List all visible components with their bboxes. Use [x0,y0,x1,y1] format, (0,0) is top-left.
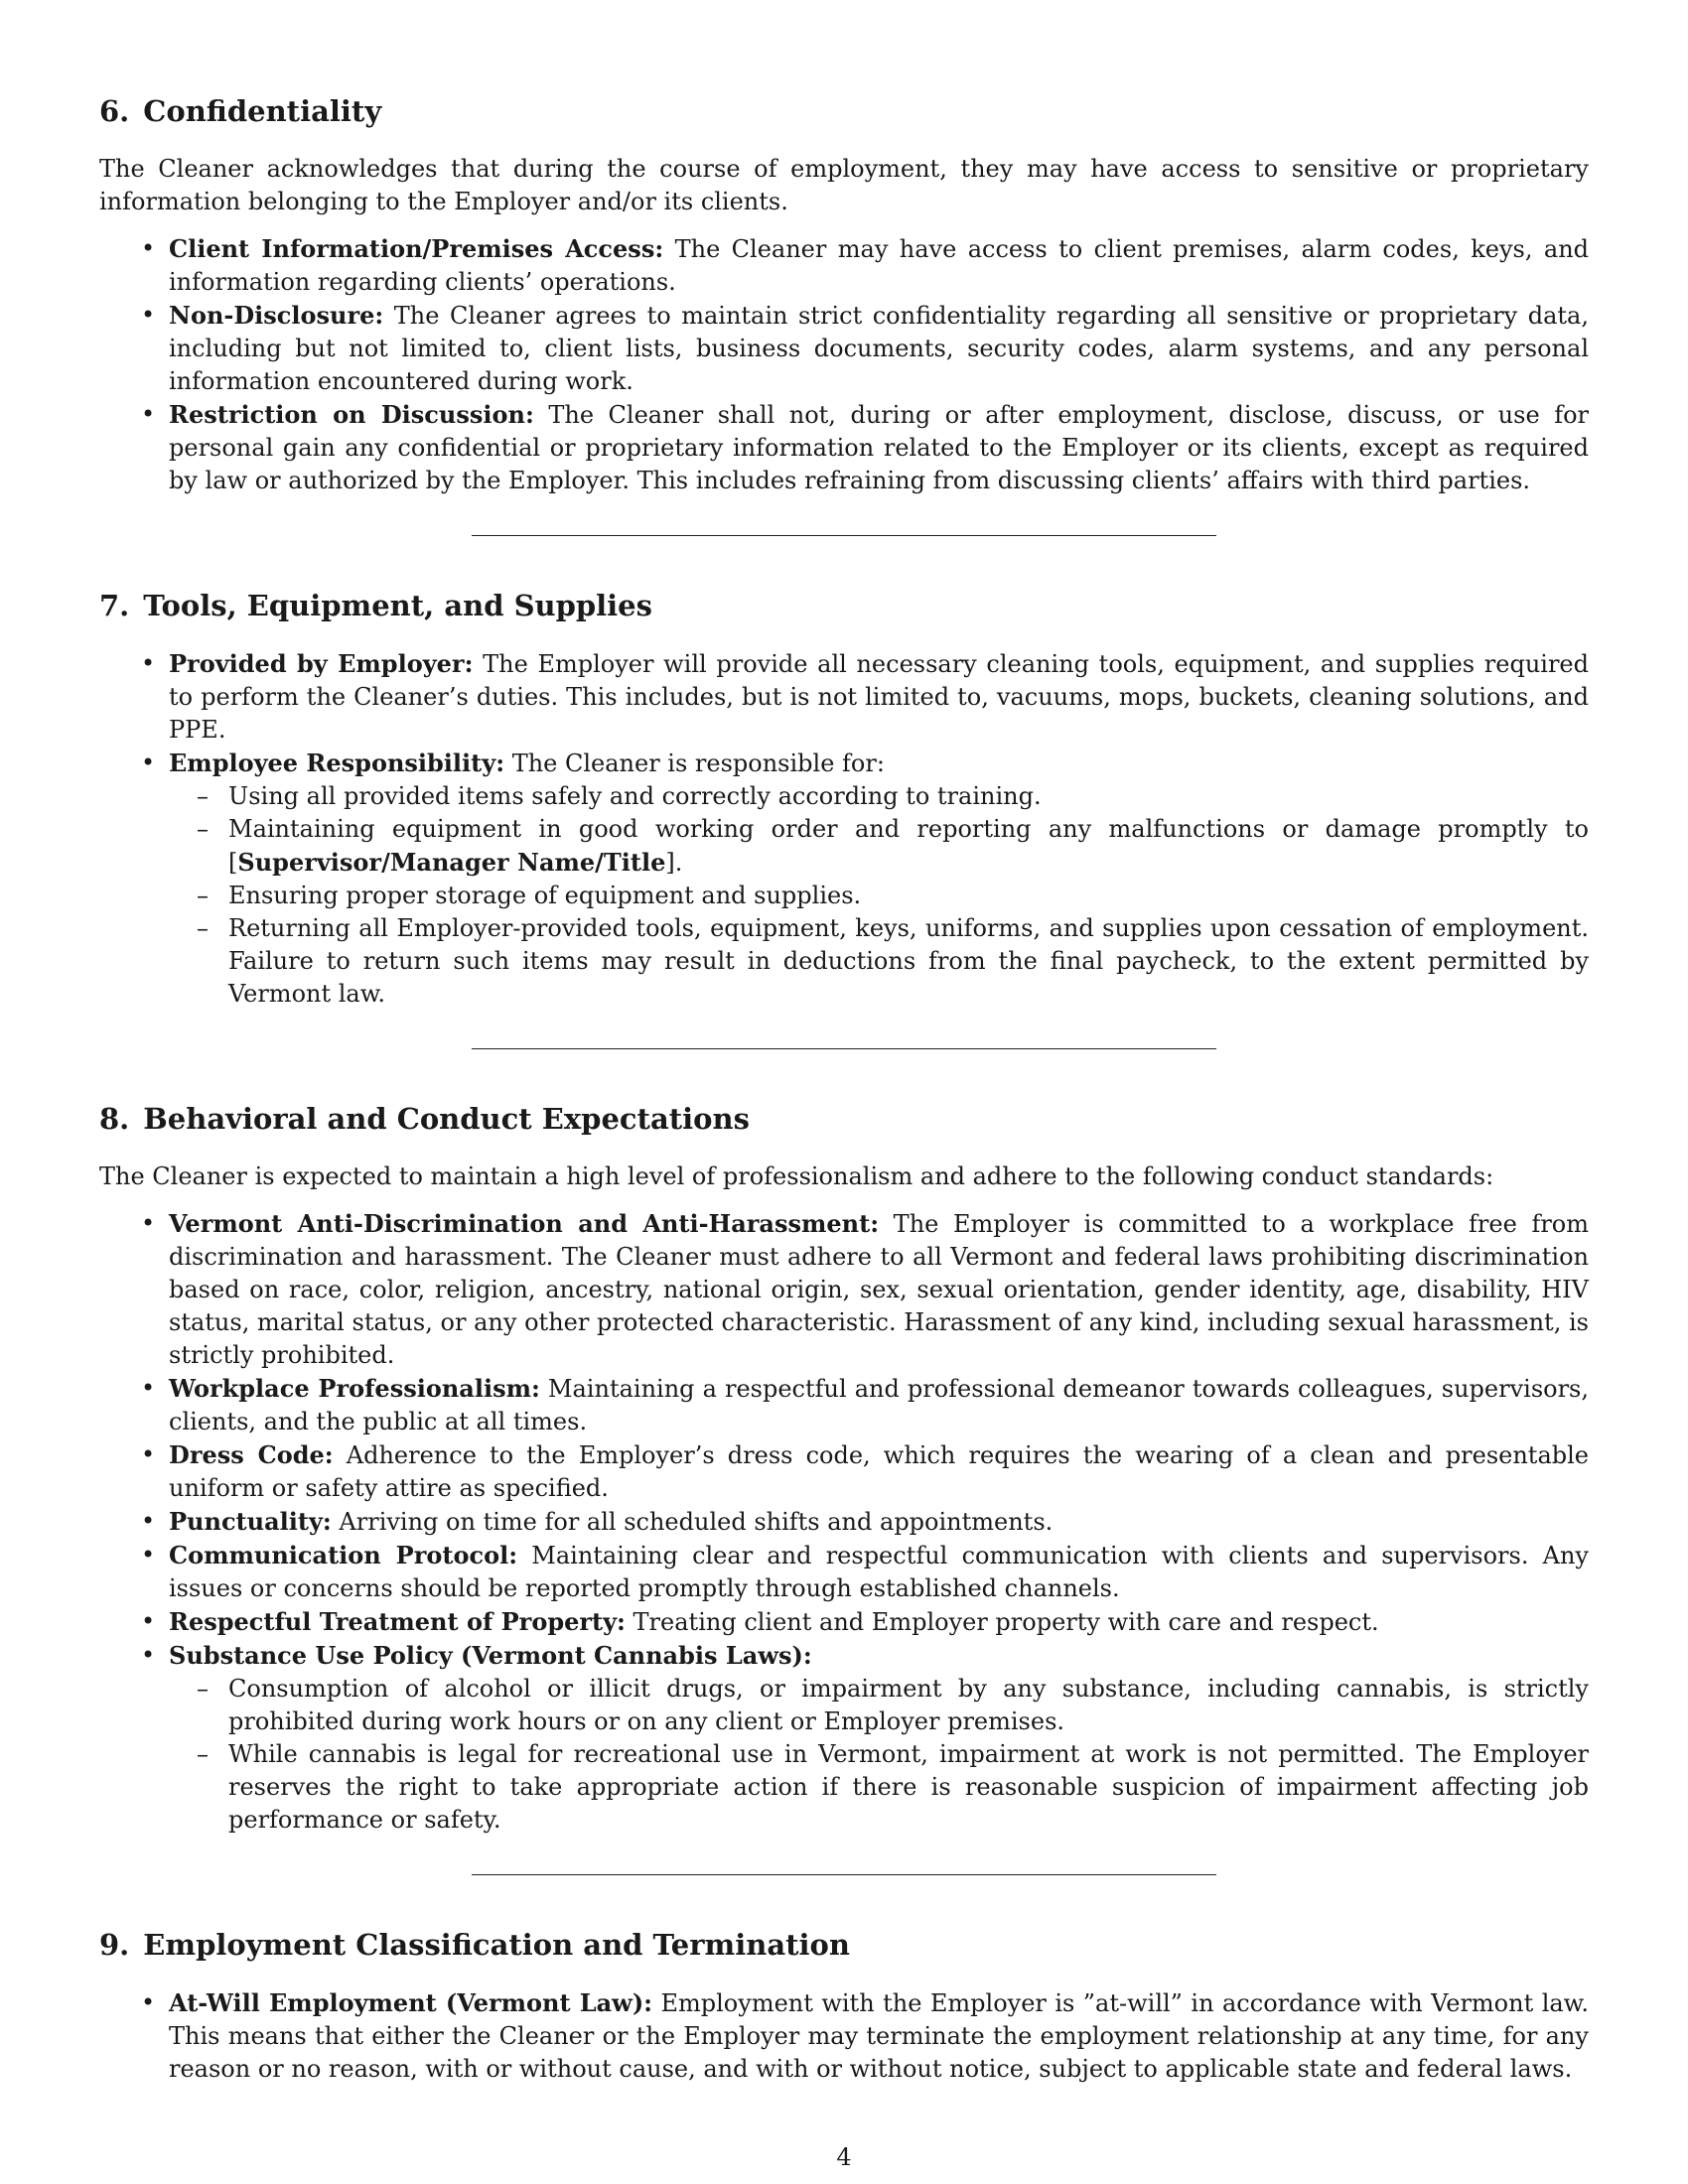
list-item: • Workplace Professionalism: Maintaining a respectful and professional demeanor towards colleagues, supervisors, clients, and the public at all times. [99,1372,1589,1438]
section-employment-classification [99,1925,1589,2086]
sub-list-item: – Consumption of alcohol or illicit drugs, or impairment by any substance, including cannabis, is strictly prohibited during work hours or on any client or Employer premises. [169,1673,1589,1738]
list-item: • Punctuality: Arriving on time for all scheduled shifts and appointments. [99,1505,1589,1539]
sub-list-item: – Maintaining equipment in good working order and reporting any malfunctions or damage promptly to [Supervisor/Manager Name/Title]. [169,813,1589,880]
sub-list-item: – While cannabis is legal for recreational use in Vermont, impairment at work is not permitted. The Employer reserves the right to take appropriate action if there is reasonable suspicion of impairment affecting job performance or safety. [169,1738,1589,1837]
page-number: 4 [836,2143,852,2171]
bullet-list [99,232,1589,497]
section-intro: The Cleaner is expected to maintain a high level of professionalism and adhere to the following conduct standards: [99,1162,1494,1190]
list-item: • Non-Disclosure: The Cleaner agrees to maintain strict confidentiality regarding all sensitive or proprietary data, including but not limited to, client lists, business documents, security codes, alarm systems, and any personal information encountered during work. [99,299,1589,398]
section-heading: 9. Employment Classification and Termination [99,1928,850,1962]
section-divider [472,1048,1216,1049]
list-item: • Provided by Employer: The Employer will provide all necessary cleaning tools, equipment, and supplies required to perform the Cleaner’s duties. This includes, but is not limited to, vacuums, mops, buckets, cleaning solutions, and PPE. [99,647,1589,747]
section-tools-equipment [99,586,1589,1011]
section-divider [472,1874,1216,1875]
section-heading: 6. Confidentiality [99,94,382,128]
bullet-list [99,647,1589,1011]
list-item: • Client Information/Premises Access: The Cleaner may have access to client premises, alarm codes, keys, and information regarding clients’ operations. [99,232,1589,299]
section-intro: The Cleaner acknowledges that during the course of employment, they may have access to sensitive or proprietary information belonging to the Employer and/or its clients. [99,155,1589,215]
list-item: • Dress Code: Adherence to the Employer’s dress code, which requires the wearing of a clean and presentable uniform or safety attire as specified. [99,1438,1589,1505]
sub-list-item: – Using all provided items safely and correctly according to training. [169,780,1589,813]
sub-list [169,780,1589,1011]
bullet-list [99,1986,1589,2086]
sub-list-item: – Returning all Employer-provided tools, equipment, keys, uniforms, and supplies upon cessation of employment. Failure to return such items may result in deductions from the final paycheck, to the extent permitted by Vermont law. [169,912,1589,1011]
list-item: • Restriction on Discussion: The Cleaner shall not, during or after employment, disclose, discuss, or use for personal gain any confidential or proprietary information related to the Employer or its clients, except as required by law or authorized by the Employer. This includes refraining from discussing clients’ affairs with third parties. [99,398,1589,497]
list-item: • Vermont Anti-Discrimination and Anti-Harassment: The Employer is committed to a workplace free from discrimination and harassment. The Cleaner must adhere to all Vermont and federal laws prohibiting discrimination based on race, color, religion, ancestry, national origin, sex, sexual orientation, gender identity, age, disability, HIV status, marital status, or any other protected characteristic. Harassment of any kind, including sexual harassment, is strictly prohibited. [99,1207,1589,1372]
sub-list [169,1673,1589,1837]
list-item: • Communication Protocol: Maintaining clear and respectful communication with clients and supervisors. Any issues or concerns should be reported promptly through established channels. [99,1539,1589,1605]
list-item: • At-Will Employment (Vermont Law): Employment with the Employer is ”at-will” in accordance with Vermont law. This means that either the Cleaner or the Employer may terminate the employment relationship at any time, for any reason or no reason, with or without cause, and with or without notice, subject to applicable state and federal laws. [99,1986,1589,2086]
sub-list-item: – Ensuring proper storage of equipment and supplies. [169,880,1589,912]
section-confidentiality [99,91,1589,497]
section-heading: 7. Tools, Equipment, and Supplies [99,589,652,622]
section-conduct [99,1099,1589,1837]
list-item: • Respectful Treatment of Property: Treating client and Employer property with care and respect. [99,1605,1589,1639]
section-heading: 8. Behavioral and Conduct Expectations [99,1102,750,1136]
section-divider [472,535,1216,536]
document-page [99,91,1589,2086]
bullet-list [99,1207,1589,1837]
list-item: • Substance Use Policy (Vermont Cannabis Laws): – Consumption of alcohol or illicit drugs, or impairment by any substance, including cannabis, is strictly prohibited during work hours or on any client or Employer premises. – While cannabis is legal for recreational use in Vermont, impairment at work is not permitted. The Employer reserves the right to take appropriate action if there is reasonable suspicion of impairment affecting job performance or safety. [99,1639,1589,1837]
list-item: • Employee Responsibility: The Cleaner is responsible for: – Using all provided items safely and correctly according to training. – Maintaining equipment in good working order and reporting any malfunctions or damage promptly to [Supervisor/Manager Name/Title]. – Ensuring proper storage of equipment and supplies. – Returning all Employer-provided tools, equipment, keys, uniforms, and supplies upon cessation of employment. Failure to return such items may result in deductions from the final paycheck, to the extent permitted by Vermont law. [99,747,1589,1011]
